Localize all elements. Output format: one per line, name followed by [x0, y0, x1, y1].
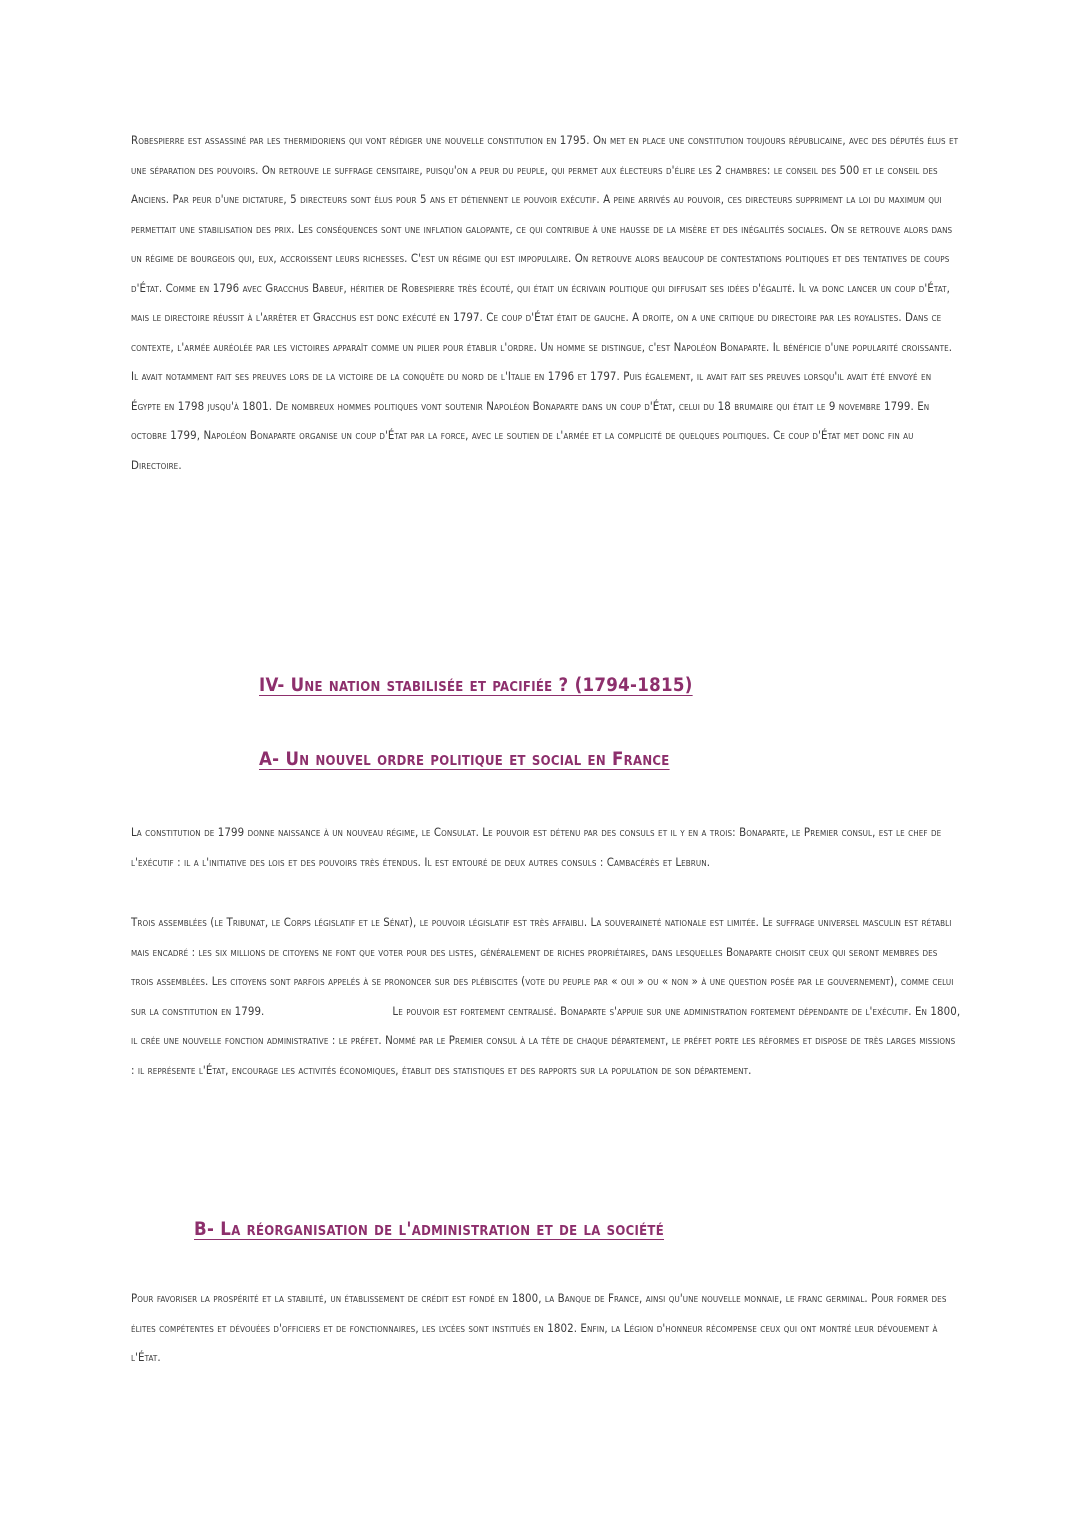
paragraph-assemblees — [131, 908, 961, 1085]
heading-section-b: B- La réorganisation de l'administration et de la société — [194, 1219, 665, 1240]
paragraph-reorganisation: Pour favoriser la prospérité et la stabilité, un établissement de crédit est fondé en 1800, la Banque de France, ainsi qu'une nouvelle monnaie, le franc germinal. Pour former des élites compétentes et dévouées d'officiers et de fonctionnaires, les lycées sont institués en 1802. Enfin, la Légion d'honneur récompense ceux qui ont montré leur dévouement à l'État. — [131, 1291, 947, 1364]
heading-section-a: A- Un nouvel ordre politique et social en France — [259, 749, 670, 770]
paragraph-consulat: La constitution de 1799 donne naissance à un nouveau régime, le Consulat. Le pouvoir est détenu par des consuls et il y en a trois: Bonaparte, le Premier consul, est le chef de l'exécutif : il a l'initiative des lois et des pouvoirs très étendus. Il est entouré de deux autres consuls : Cambacérès et Lebrun. — [131, 825, 942, 869]
heading-part-4: IV- Une nation stabilisée et pacifiée ? (1794-1815) — [259, 675, 693, 696]
paragraph-centralisation-text: Le pouvoir est fortement centralisé. Bonaparte s'appuie sur une administration fortement dépendante de l'exécutif. En 1800, il crée une nouvelle fonction administrative : le préfet. Nommé par le Premier consul à la tête de chaque département, le préfet porte les réformes et dispose de très larges missions : il représente l'État, encourage les activités économiques, établit des statistiques et des rapports sur la population de son département. — [131, 1003, 961, 1077]
paragraph-directoire: Robespierre est assassiné par les thermidoriens qui vont rédiger une nouvelle constitution en 1795. On met en place une constitution toujours républicaine, avec des députés élus et une séparation des pouvoirs. On retrouve le suffrage censitaire, puisqu'on a peur du peuple, qui permet aux électeurs d'élire les 2 chambres: le conseil des 500 et le conseil des Anciens. Par peur d'une dictature, 5 directeurs sont élus pour 5 ans et détiennent le pouvoir exécutif. A peine arrivés au pouvoir, ces directeurs suppriment la loi du maximum qui permettait une stabilisation des prix. Les conséquences sont une inflation galopante, ce qui contribue à une hausse de la misère et des inégalités sociales. On se retrouve alors dans un régime de bourgeois qui, eux, accroissent leurs richesses. C'est un régime qui est impopulaire. On retrouve alors beaucoup de contestations politiques et des tentatives de coups d'État. Comme en 1796 avec Gracchus Babeuf, héritier de Robespierre très écouté, qui était un écrivain politique qui diffusait ses idées d'égalité. Il va donc lancer un coup d'État, mais le directoire réussit à l'arrêter et Gracchus est donc exécuté en 1797. Ce coup d'État était de gauche. A droite, on a une critique du directoire par les royalistes. Dans ce contexte, l'armée auréolée par les victoires apparaît comme un pilier pour établir l'ordre. Un homme se distingue, c'est Napoléon Bonaparte. Il bénéficie d'une popularité croissante. Il avait notamment fait ses preuves lors de la victoire de la conquête du nord de l'Italie en 1796 et 1797. Puis également, il avait fait ses preuves lorsqu'il avait été envoyé en Égypte en 1798 jusqu'à 1801. De nombreux hommes politiques vont soutenir Napoléon Bonaparte dans un coup d'État, celui du 18 brumaire qui était le 9 novembre 1799. En octobre 1799, Napoléon Bonaparte organise un coup d'État par la force, avec le soutien de l'armée et la complicité de quelques politiques. Ce coup d'État met donc fin au Directoire. — [131, 133, 959, 472]
paragraph-assemblees-text: Trois assemblées (le Tribunat, le Corps législatif et le Sénat), le pouvoir législatif est très affaibli. La souveraineté nationale est limitée. Le suffrage universel masculin est rétabli mais encadré : les six millions de citoyens ne font que voter pour des listes, généralement de riches propriétaires, dans lesquelles Bonaparte choisit ceux qui seront membres des trois assemblées. Les citoyens sont parfois appelés à se prononcer sur des plébiscites (vote du peuple par « oui » ou « non » à une question posée par le gouvernement), comme celui sur la constitution en 1799. — [131, 915, 954, 1018]
